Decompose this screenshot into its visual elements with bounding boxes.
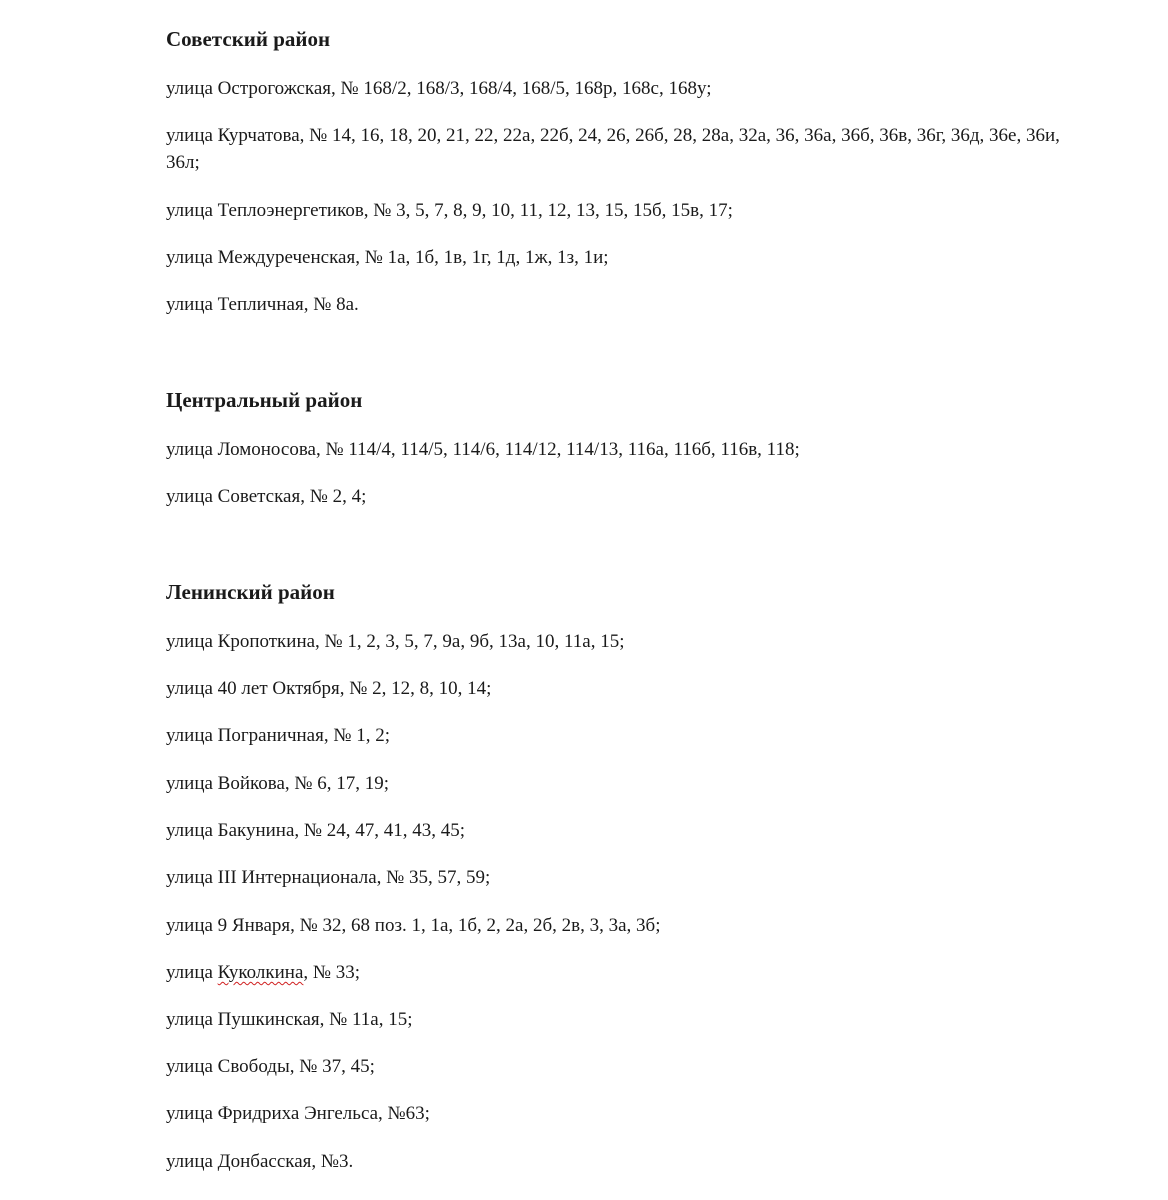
street-line: улица Войкова, № 6, 17, 19; (166, 773, 390, 794)
street-line: улица Бакунина, № 24, 47, 41, 43, 45; (166, 820, 466, 841)
street-line: улица Тепличная, № 8а. (166, 294, 359, 315)
street-line: улица Свободы, № 37, 45; (166, 1056, 375, 1077)
street-line: улица Кропоткина, № 1, 2, 3, 5, 7, 9а, 9б, 13а, 10, 11а, 15; (166, 631, 625, 652)
street-line: улица Советская, № 2, 4; (166, 486, 367, 507)
district-heading-leninsky: Ленинский район (166, 580, 335, 604)
street-line: улица Курчатова, № 14, 16, 18, 20, 21, 22, 22а, 22б, 24, 26, 26б, 28, 28а, 32а, 36, 36а, 36б, 36в, 36г, 36д, 36е, 36и, 36л; (166, 125, 1060, 173)
street-suffix: , № 33; (303, 962, 361, 983)
street-line: улица Пушкинская, № 11а, 15; (166, 1009, 413, 1030)
street-line: улица Пограничная, № 1, 2; (166, 725, 391, 746)
spellcheck-flagged-word[interactable]: Куколкина (217, 962, 304, 983)
street-line: улица Теплоэнергетиков, № 3, 5, 7, 8, 9, 10, 11, 12, 13, 15, 15б, 15в, 17; (166, 200, 733, 221)
street-line (166, 959, 1071, 986)
street-line: улица 40 лет Октября, № 2, 12, 8, 10, 14; (166, 678, 492, 699)
street-line: улица Острогожская, № 168/2, 168/3, 168/4, 168/5, 168р, 168с, 168у; (166, 78, 712, 99)
street-line: улица Донбасская, №3. (166, 1151, 354, 1172)
street-line: улица 9 Января, № 32, 68 поз. 1, 1а, 1б, 2, 2а, 2б, 2в, 3, 3а, 3б; (166, 915, 661, 936)
street-line: улица III Интернационала, № 35, 57, 59; (166, 867, 491, 888)
street-line: улица Междуреченская, № 1а, 1б, 1в, 1г, 1д, 1ж, 1з, 1и; (166, 247, 609, 268)
district-heading-sovetsky: Советский район (166, 27, 331, 51)
street-line: улица Фридриха Энгельса, №63; (166, 1103, 430, 1124)
street-line: улица Ломоносова, № 114/4, 114/5, 114/6, 114/12, 114/13, 116а, 116б, 116в, 118; (166, 439, 800, 460)
district-heading-tsentralny: Центральный район (166, 388, 363, 412)
street-prefix: улица (166, 962, 218, 983)
